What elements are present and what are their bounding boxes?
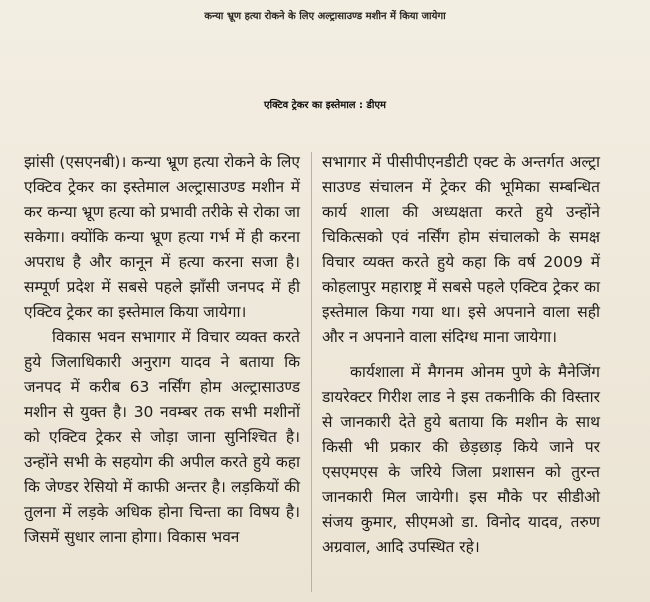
- column-divider: [311, 152, 312, 592]
- article-paragraph: सभागार में पीसीपीएनडीटी एक्ट के अन्तर्गत अल्ट्रा साउण्ड संचालन में ट्रेकर की भूमिका सम्बन्धित कार्य शाला की अध्यक्षता करते हुये उन्होंने चिकित्सको एवं नर्सिंग होम संचालको के समक्ष विचार व्यक्त करते हुये कहा कि वर्ष 2009 में कोहलापुर महाराष्ट्र में सबसे पहले एक्टिव ट्रेकर का इस्तेमाल किया गया था। इसे अपनाने वाला सही और न अपनाने वाला संदिग्ध माना जायेगा।: [322, 153, 600, 346]
- article-column-right: [322, 150, 600, 560]
- article-paragraph: कार्यशाला में मैगनम ओनम पुणे के मैनेजिंग डायरेक्टर गिरीश लाड ने इस तकनीकि की विस्तार से जानकारी देते हुये बताया कि मशीन के साथ किसी भी प्रकार की छेड़छाड़ किये जाने पर एसएमएस के जरिये जिला प्रशासन को तुरन्त जानकारी मिल जायेगी। इस मौके पर सीडीओ संजय कुमार, सीएमओ डा. विनोद यादव, तरुण अग्रवाल, आदि उपस्थित रहे।: [322, 363, 600, 556]
- article-paragraph: विकास भवन सभागार में विचार व्यक्त करते हुये जिलाधिकारी अनुराग यादव ने बताया कि जनपद में करीब 63 नर्सिंग होम अल्ट्रासाउण्ड मशीन से युक्त है। 30 नवम्बर तक सभी मशीनों को एक्टिव ट्रेकर से जोड़ा जाना सुनिश्चित है। उन्होंने सभी के सहयोग की अपील करते हुये कहा कि जेण्डर रेसियो में काफी अन्तर है। लड़कियों की तुलना में लड़के अधिक होना चिन्ता का विषय है। जिसमें सुधार लाना होगा। विकास भवन: [24, 328, 300, 546]
- article-headline: एक्टिव ट्रेकर का इस्तेमाल : डीएम: [264, 100, 386, 111]
- article-paragraph: झांसी (एसएनबी)। कन्या भ्रूण हत्या रोकने के लिए एक्टिव ट्रेकर का इस्तेमाल अल्ट्रासाउण्ड मशीन में कर कन्या भ्रूण हत्या को प्रभावी तरीके से रोका जा सकेगा। क्योंकि कन्या भ्रूण हत्या गर्भ में ही करना अपराध है और कानून में हत्या करना सजा है। सम्पूर्ण प्रदेश में सबसे पहले झाँसी जनपद में ही एक्टिव ट्रेकर का इस्तेमाल किया जायेगा।: [24, 153, 300, 321]
- article-subheadline: कन्या भ्रूण हत्या रोकने के लिए अल्ट्रासाउण्ड मशीन में किया जायेगा: [204, 11, 446, 22]
- article-column-left: [24, 150, 300, 550]
